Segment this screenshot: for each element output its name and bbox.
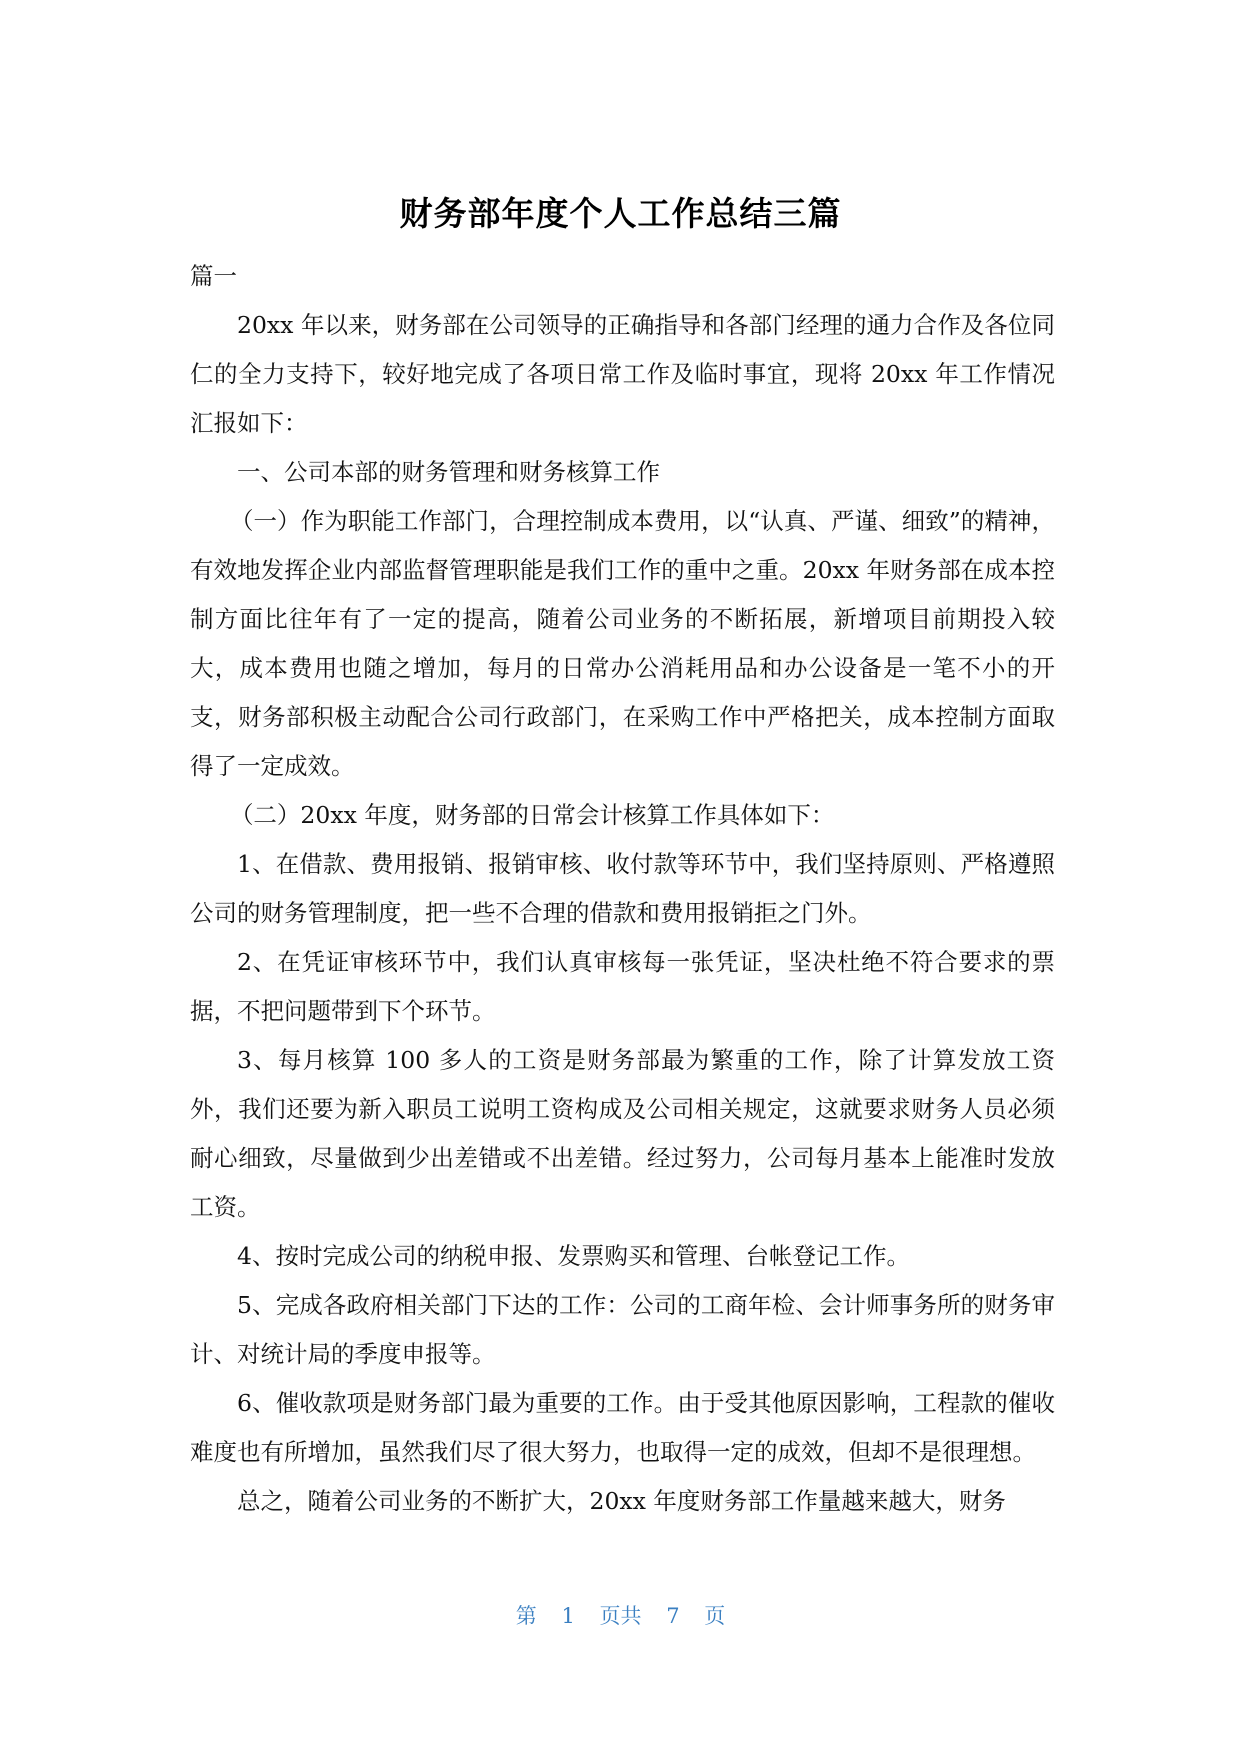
list-item-4: 4、按时完成公司的纳税申报、发票购买和管理、台帐登记工作。 bbox=[237, 1242, 910, 1270]
document-body bbox=[190, 252, 1055, 1526]
list-item-3: 3、每月核算 100 多人的工资是财务部最为繁重的工作，除了计算发放工资外，我们还要为新入职员工说明工资构成及公司相关规定，这就要求财务人员必须耐心细致，尽量做到少出差错或不出差错。经过努力，公司每月基本上能准时发放工资。 bbox=[190, 1046, 1055, 1221]
footer-word-page-end: 页 bbox=[704, 1604, 726, 1628]
footer-total-pages: 7 bbox=[666, 1604, 680, 1628]
footer-word-page-of: 页共 bbox=[599, 1604, 642, 1628]
list-item-5: 5、完成各政府相关部门下达的工作：公司的工商年检、会计师事务所的财务审计、对统计局的季度申报等。 bbox=[190, 1291, 1055, 1368]
section-label: 篇一 bbox=[190, 262, 237, 290]
footer-word-page: 第 bbox=[515, 1604, 537, 1628]
paragraph-summary: 总之，随着公司业务的不断扩大，20xx 年度财务部工作量越来越大，财务 bbox=[237, 1487, 1006, 1515]
list-item-1: 1、在借款、费用报销、报销审核、收付款等环节中，我们坚持原则、严格遵照公司的财务管理制度，把一些不合理的借款和费用报销拒之门外。 bbox=[190, 850, 1055, 927]
heading-section-one: 一、公司本部的财务管理和财务核算工作 bbox=[237, 458, 660, 486]
document-title: 财务部年度个人工作总结三篇 bbox=[399, 194, 842, 233]
paragraph-cost-control: （一）作为职能工作部门，合理控制成本费用，以“认真、严谨、细致”的精神，有效地发挥企业内部监督管理职能是我们工作的重中之重。20xx 年财务部在成本控制方面比往年有了一定的提高，随着公司业务的不断拓展，新增项目前期投入较大，成本费用也随之增加，每月的日常办公消耗用品和办公设备是一笔不小的开支，财务部积极主动配合公司行政部门，在采购工作中严格把关，成本控制方面取得了一定成效。 bbox=[190, 507, 1055, 780]
list-item-6: 6、催收款项是财务部门最为重要的工作。由于受其他原因影响，工程款的催收难度也有所增加，虽然我们尽了很大努力，也取得一定的成效，但却不是很理想。 bbox=[190, 1389, 1055, 1466]
footer-current-page: 1 bbox=[561, 1604, 575, 1628]
paragraph-intro: 20xx 年以来，财务部在公司领导的正确指导和各部门经理的通力合作及各位同仁的全力支持下，较好地完成了各项日常工作及临时事宜，现将 20xx 年工作情况汇报如下： bbox=[190, 311, 1055, 437]
page-footer bbox=[0, 1600, 1241, 1630]
paragraph-accounting-intro: （二）20xx 年度，财务部的日常会计核算工作具体如下： bbox=[229, 801, 835, 829]
list-item-2: 2、在凭证审核环节中，我们认真审核每一张凭证，坚决杜绝不符合要求的票据，不把问题带到下个环节。 bbox=[190, 948, 1055, 1025]
